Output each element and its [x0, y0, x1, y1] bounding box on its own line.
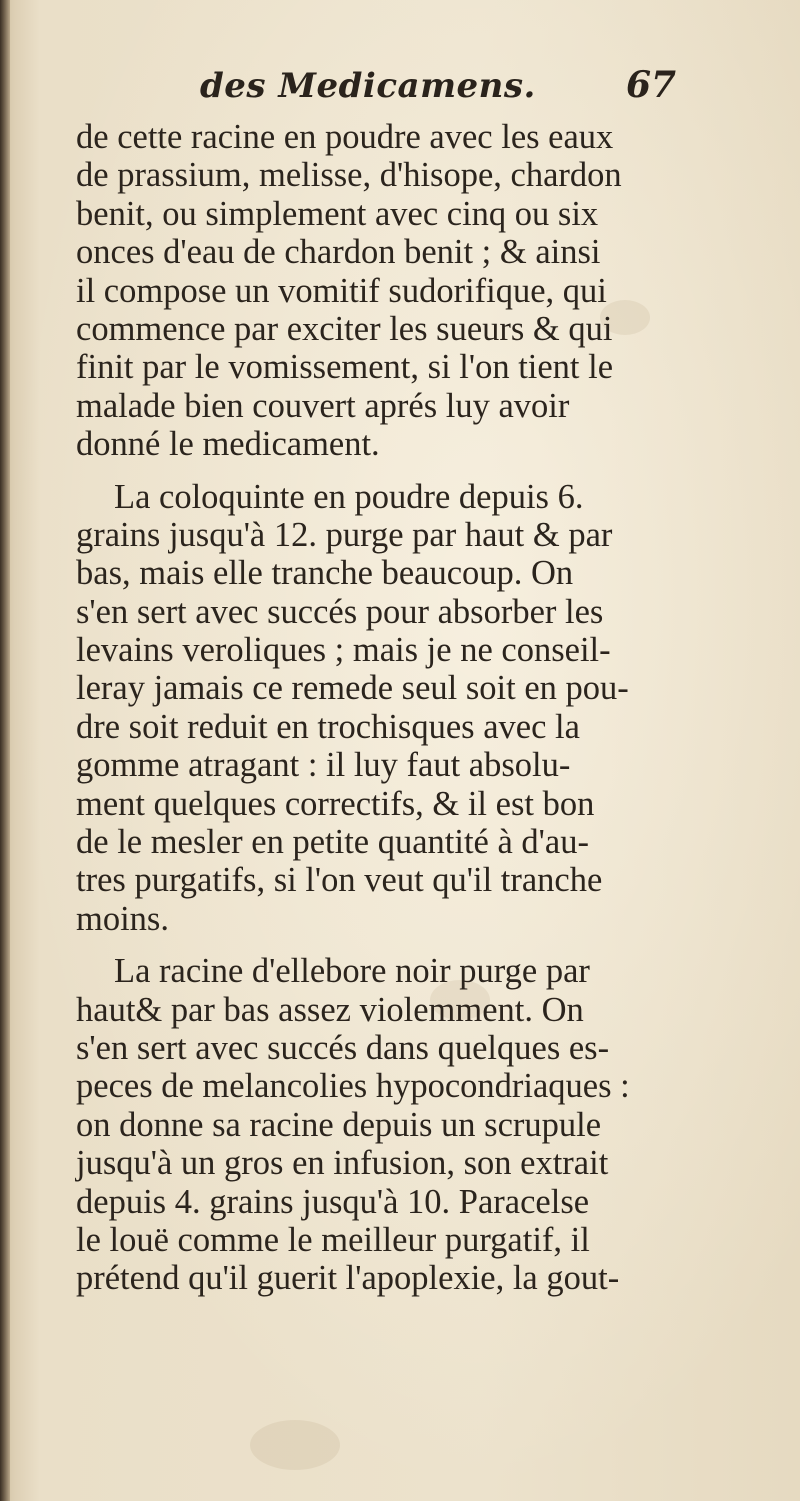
- text-line: s'en sert avec succés dans quelques es-: [76, 1028, 610, 1067]
- text-line: malade bien couvert aprés luy avoir: [76, 386, 570, 425]
- text-line: bas, mais elle tranche beaucoup. On: [76, 554, 574, 593]
- body-text: [76, 118, 716, 1298]
- text-line: de le mesler en petite quantité à d'au-: [76, 823, 589, 862]
- text-line: onces d'eau de chardon benit ; & ainsi: [76, 233, 601, 272]
- paragraph-gap: [76, 938, 716, 952]
- paragraph-gap: [76, 464, 716, 478]
- text-line: de cette racine en poudre avec les eaux: [76, 118, 614, 156]
- text-line: grains jusqu'à 12. purge par haut & par: [76, 515, 613, 554]
- text-line: leray jamais ce remede seul soit en pou-: [76, 669, 629, 708]
- text-line: s'en sert avec succés pour absorber les: [76, 592, 604, 631]
- text-line: ment quelques correctifs, & il est bon: [76, 784, 595, 823]
- text-line: gomme atragant : il luy faut absolu-: [76, 746, 571, 785]
- text-line: finit par le vomissement, si l'on tient le: [76, 348, 614, 387]
- running-title: des Medicamens.: [200, 66, 536, 106]
- text-line: de prassium, melisse, d'hisope, chardon: [76, 156, 622, 195]
- page-header: [0, 60, 800, 120]
- text-line: commence par exciter les sueurs & qui: [76, 309, 613, 348]
- paragraph-first-line: La coloquinte en poudre depuis 6.: [114, 477, 584, 516]
- text-line: prétend qu'il guerit l'apoplexie, la gout-: [76, 1259, 620, 1298]
- text-line: depuis 4. grains jusqu'à 10. Paracelse: [76, 1182, 590, 1221]
- paragraph-first-line: La racine d'ellebore noir purge par: [114, 952, 590, 991]
- text-line: il compose un vomitif sudorifique, qui: [76, 271, 607, 310]
- text-line: dre soit reduit en trochisques avec la: [76, 707, 580, 746]
- page-binding-edge: [0, 0, 10, 1501]
- text-line: moins.: [76, 899, 169, 938]
- text-line: levains veroliques ; mais je ne conseil-: [76, 631, 611, 670]
- text-line: jusqu'à un gros en infusion, son extrait: [76, 1144, 609, 1183]
- text-line: haut& par bas assez violemment. On: [76, 990, 584, 1029]
- text-line: peces de melancolies hypocondriaques :: [76, 1067, 630, 1106]
- text-line: le louë comme le meilleur purgatif, il: [76, 1220, 590, 1259]
- paper-stain: [250, 1420, 340, 1470]
- text-line: benit, ou simplement avec cinq ou six: [76, 194, 599, 233]
- text-line: tres purgatifs, si l'on veut qu'il tranche: [76, 861, 603, 900]
- text-line: donné le medicament.: [76, 425, 380, 464]
- page-number: 67: [626, 64, 677, 106]
- text-line: on donne sa racine depuis un scrupule: [76, 1105, 602, 1144]
